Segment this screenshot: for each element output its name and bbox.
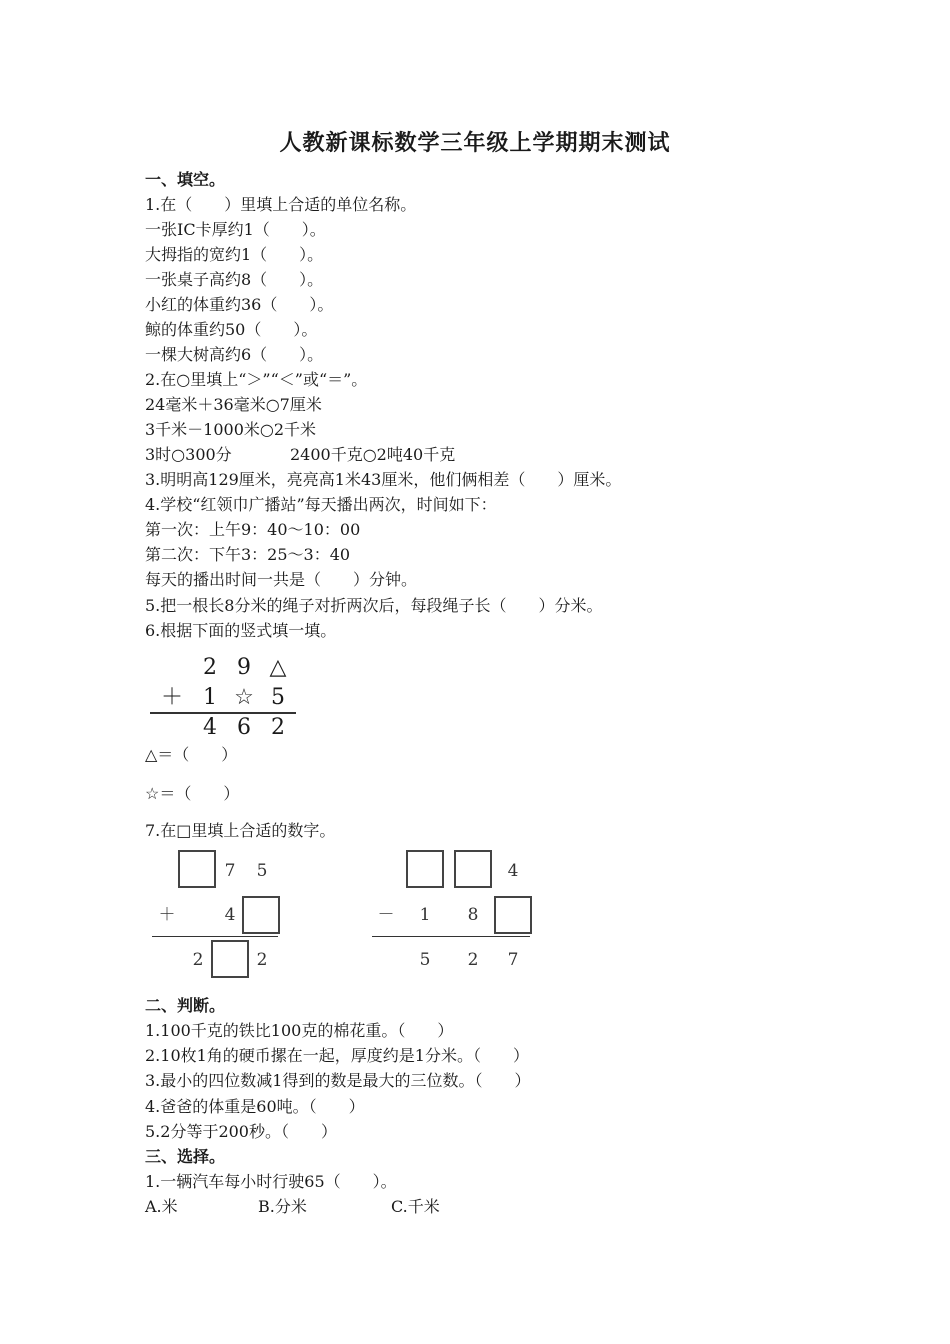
q7l-sum-line (152, 936, 278, 937)
q6-r1-d1: 2 (203, 655, 217, 680)
q6-star-answer: ☆＝（ ） (145, 784, 240, 803)
q7r-r1-d1: 4 (507, 861, 519, 881)
q2-a: 24毫米＋36毫米○7厘米 (145, 395, 322, 414)
judge-1: 1.100千克的铁比100克的棉花重。（ ） (145, 1021, 454, 1040)
answer-box[interactable] (211, 940, 249, 978)
q6-sum-line (150, 712, 296, 714)
choose-option-c: C.千米 (391, 1197, 440, 1216)
plus-sign: ＋ (160, 685, 183, 710)
q2-head: 2.在○里填上“＞”“＜”或“＝”。 (145, 370, 368, 389)
page-title: 人教新课标数学三年级上学期期末测试 (279, 131, 671, 156)
q7l-r2-d1: 4 (224, 905, 236, 925)
judge-5: 5.2分等于200秒。（ ） (145, 1122, 337, 1141)
q2-b: 3千米－1000米○2千米 (145, 420, 317, 439)
q1-item-3: 一张桌子高约8（ ）。 (145, 270, 324, 289)
section-fill-in: 一、填空。 (145, 170, 226, 189)
q1-item-5: 鲸的体重约50（ ）。 (145, 320, 318, 339)
q4-head: 4.学校“红领巾广播站”每天播出两次，时间如下： (145, 495, 497, 514)
q6-r2-d1: 1 (203, 685, 217, 710)
judge-2: 2.10枚1角的硬币摞在一起，厚度约是1分米。（ ） (145, 1046, 529, 1065)
answer-box[interactable] (406, 850, 444, 888)
minus-sign: － (377, 905, 395, 925)
judge-4: 4.爸爸的体重是60吨。（ ） (145, 1097, 365, 1116)
q1-head: 1.在（ ）里填上合适的单位名称。 (145, 195, 417, 214)
section-choose: 三、选择。 (145, 1147, 226, 1166)
q7r-r3-d2: 2 (467, 950, 479, 970)
choose-q1: 1.一辆汽车每小时行驶65（ ）。 (145, 1172, 397, 1191)
q7l-r1-d2: 5 (256, 861, 268, 881)
q1-item-6: 一棵大树高约6（ ）。 (145, 345, 324, 364)
judge-3: 3.最小的四位数减1得到的数是最大的三位数。（ ） (145, 1071, 531, 1090)
q7r-r2-d2: 8 (467, 905, 479, 925)
q6-r3-d2: 6 (237, 715, 251, 740)
q7r-r3-d1: 5 (419, 950, 431, 970)
q1-item-1: 一张IC卡厚约1（ ）。 (145, 220, 326, 239)
q1-item-2: 大拇指的宽约1（ ）。 (145, 245, 324, 264)
q4-second: 第二次：下午3：25～3：40 (145, 545, 351, 564)
q7l-r3-d1: 2 (192, 950, 204, 970)
q2-c2: 2400千克○2吨40千克 (290, 445, 456, 464)
q7-head: 7.在□里填上合适的数字。 (145, 821, 336, 840)
q4-total: 每天的播出时间一共是（ ）分钟。 (145, 570, 418, 589)
choose-option-b: B.分米 (258, 1197, 307, 1216)
q7l-r3-d2: 2 (256, 950, 268, 970)
q6-r3-d3: 2 (271, 715, 285, 740)
q3: 3.明明高129厘米，亮亮高1米43厘米，他们俩相差（ ）厘米。 (145, 470, 622, 489)
q2-c1: 3时○300分 (145, 445, 232, 464)
answer-box[interactable] (178, 850, 216, 888)
q1-item-4: 小红的体重约36（ ）。 (145, 295, 334, 314)
q7l-r1-d1: 7 (224, 861, 236, 881)
q6-r1-d2: 9 (237, 655, 251, 680)
q6-r3-d1: 4 (203, 715, 217, 740)
choose-option-a: A.米 (145, 1197, 178, 1216)
q6-r2-d3: 5 (271, 685, 285, 710)
answer-box[interactable] (494, 896, 532, 934)
answer-box[interactable] (454, 850, 492, 888)
section-judge: 二、判断。 (145, 996, 226, 1015)
q6-triangle-answer: △＝（ ） (145, 745, 238, 764)
q4-first: 第一次：上午9：40～10：00 (145, 520, 361, 539)
triangle-icon: △ (269, 655, 287, 680)
q7r-diff-line (372, 936, 530, 937)
q6-head: 6.根据下面的竖式填一填。 (145, 621, 337, 640)
q7r-r3-d3: 7 (507, 950, 519, 970)
q5: 5.把一根长8分米的绳子对折两次后，每段绳子长（ ）分米。 (145, 596, 603, 615)
q7r-r2-d1: 1 (419, 905, 431, 925)
star-icon: ☆ (234, 685, 254, 710)
plus-sign: ＋ (158, 905, 176, 925)
answer-box[interactable] (242, 896, 280, 934)
